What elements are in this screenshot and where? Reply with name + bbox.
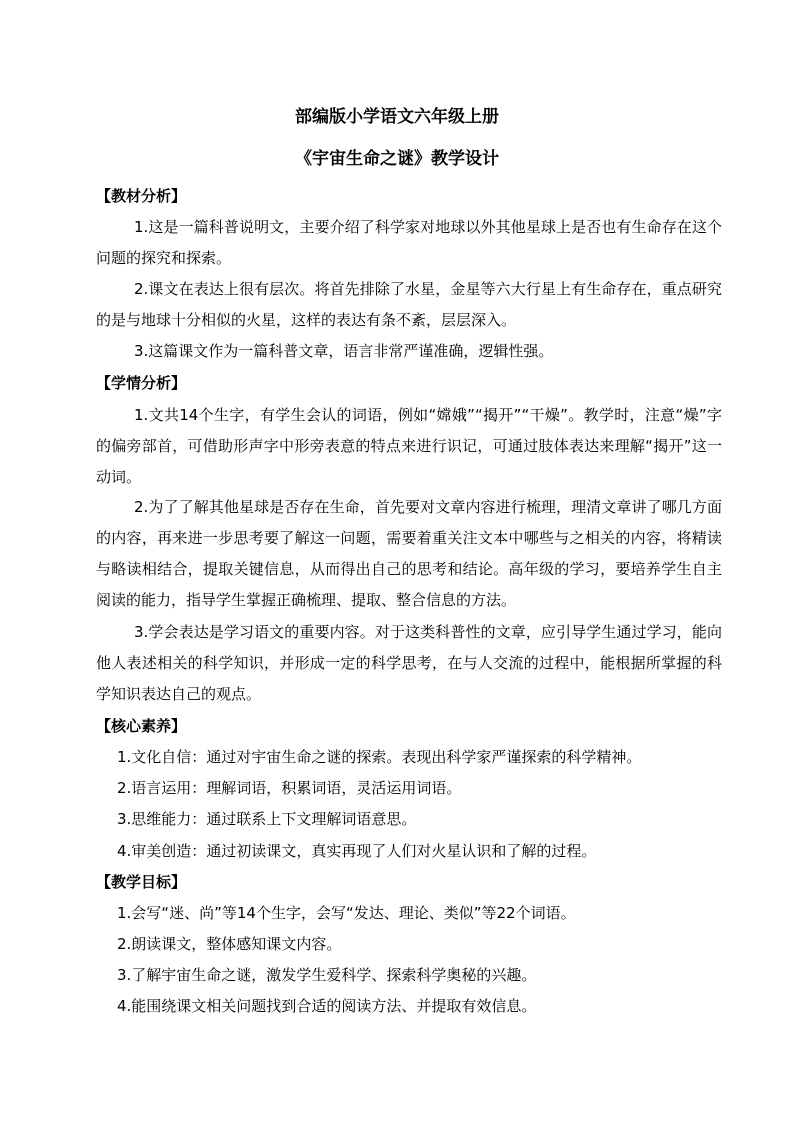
list-item: 2.语言运用：理解词语，积累词语，灵活运用词语。 bbox=[117, 779, 462, 797]
paragraph: 1.文共14个生字，有学生会认的词语，例如“嫦娥”“揭开”“干燥”。教学时，注意“燥”字的偏旁部首，可借助形声字中形旁表意的特点来进行识记，可通过肢体表达来理解“揭开”这一动词。 bbox=[96, 406, 722, 486]
list-item: 4.能围绕课文相关问题找到合适的阅读方法、并提取有效信息。 bbox=[117, 997, 537, 1015]
section-heading-teaching-goals: 【教学目标】 bbox=[96, 873, 187, 891]
list-item: 3.思维能力：通过联系上下文理解词语意思。 bbox=[117, 810, 417, 828]
paragraph: 1.这是一篇科普说明文，主要介绍了科学家对地球以外其他星球上是否也有生命存在这个问题的探究和探索。 bbox=[96, 218, 722, 267]
section-heading-core-literacy: 【核心素养】 bbox=[96, 717, 187, 735]
paragraph: 2.课文在表达上很有层次。将首先排除了水星，金星等六大行星上有生命存在，重点研究的是与地球十分相似的火星，这样的表达有条不紊，层层深入。 bbox=[96, 280, 722, 329]
document-title: 部编版小学语文六年级上册 bbox=[295, 107, 499, 127]
list-item: 4.审美创造：通过初读课文，真实再现了人们对火星认识和了解的过程。 bbox=[117, 842, 597, 860]
paragraph: 3.这篇课文作为一篇科普文章，语言非常严谨准确，逻辑性强。 bbox=[134, 342, 554, 360]
section-heading-textbook-analysis: 【教材分析】 bbox=[96, 187, 187, 205]
list-item: 3.了解宇宙生命之谜，激发学生爱科学、探索科学奥秘的兴趣。 bbox=[117, 966, 537, 984]
document-subtitle: 《宇宙生命之谜》教学设计 bbox=[295, 149, 499, 169]
paragraph: 2.为了了解其他星球是否存在生命，首先要对文章内容进行梳理，理清文章讲了哪几方面的内容，再来进一步思考要了解这一问题，需要着重关注文本中哪些与之相关的内容，将精读与略读相结合，提取关键信息，从而得出自己的思考和结论。高年级的学习，要培养学生自主阅读的能力，指导学生掌握正确梳理、提取、整合信息的方法。 bbox=[96, 498, 722, 609]
paragraph: 3.学会表达是学习语文的重要内容。对于这类科普性的文章，应引导学生通过学习，能向他人表述相关的科学知识，并形成一定的科学思考，在与人交流的过程中，能根据所掌握的科学知识表达自己的观点。 bbox=[96, 623, 722, 703]
list-item: 1.文化自信：通过对宇宙生命之谜的探索。表现出科学家严谨探索的科学精神。 bbox=[117, 748, 642, 766]
section-heading-student-analysis: 【学情分析】 bbox=[96, 374, 187, 392]
list-item: 2.朗读课文，整体感知课文内容。 bbox=[117, 935, 342, 953]
list-item: 1.会写“迷、尚”等14个生字，会写“发达、理论、类似”等22个词语。 bbox=[117, 904, 576, 922]
